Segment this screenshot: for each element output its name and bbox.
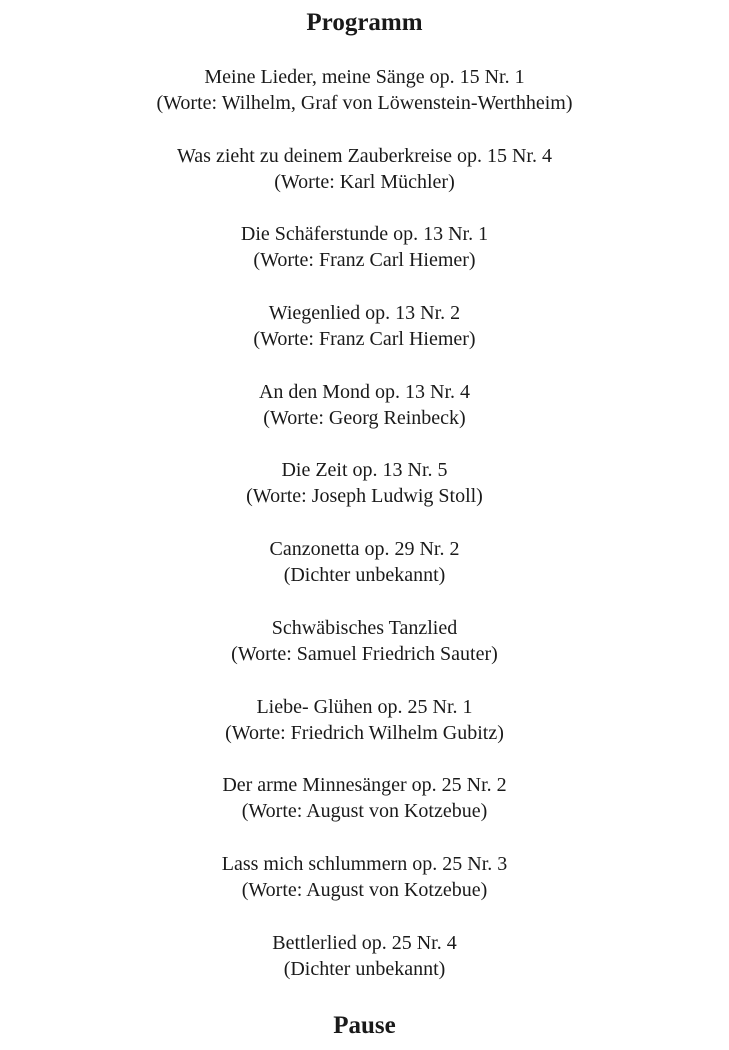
song-title: Was zieht zu deinem Zauberkreise op. 15 Nr. 4 [177, 144, 552, 167]
program-item [0, 143, 729, 222]
program-item [0, 694, 729, 773]
song-title: Canzonetta op. 29 Nr. 2 [269, 538, 460, 561]
song-credit: (Worte: Wilhelm, Graf von Löwenstein-Werthheim) [156, 92, 573, 114]
song-title: Liebe- Glühen op. 25 Nr. 1 [256, 695, 473, 718]
song-title: Wiegenlied op. 13 Nr. 2 [268, 302, 461, 325]
page-title: Programm [306, 9, 423, 36]
program-item [0, 930, 729, 1009]
song-credit: (Dichter unbekannt) [283, 957, 446, 980]
song-title: Lass mich schlummern op. 25 Nr. 3 [221, 852, 508, 875]
song-credit: (Dichter unbekannt) [283, 564, 446, 587]
song-credit: (Worte: Joseph Ludwig Stoll) [246, 485, 483, 508]
song-credit: (Worte: Franz Carl Hiemer) [253, 249, 476, 272]
pause-heading: Pause [333, 1012, 396, 1039]
song-credit: (Worte: August von Kotzebue) [241, 878, 488, 901]
program-item [0, 300, 729, 379]
program-item [0, 221, 729, 300]
song-title: Meine Lieder, meine Sänge op. 15 Nr. 1 [204, 66, 525, 88]
song-title: Die Zeit op. 13 Nr. 5 [281, 459, 448, 482]
song-credit: (Worte: Franz Carl Hiemer) [253, 328, 476, 351]
song-credit: (Worte: Friedrich Wilhelm Gubitz) [225, 721, 504, 744]
song-title: Die Schäferstunde op. 13 Nr. 1 [240, 223, 489, 246]
song-title: Der arme Minnesänger op. 25 Nr. 2 [222, 774, 507, 797]
program-item [0, 379, 729, 458]
program-item [0, 64, 729, 143]
program-item [0, 457, 729, 536]
program-item [0, 772, 729, 851]
song-credit: (Worte: Karl Müchler) [274, 170, 455, 193]
song-title: Bettlerlied op. 25 Nr. 4 [272, 931, 457, 954]
program-item [0, 615, 729, 694]
program-item [0, 536, 729, 615]
song-credit: (Worte: Georg Reinbeck) [263, 406, 466, 429]
song-title: Schwäbisches Tanzlied [271, 616, 458, 639]
program-list [0, 64, 729, 1008]
song-credit: (Worte: Samuel Friedrich Sauter) [231, 642, 498, 665]
song-credit: (Worte: August von Kotzebue) [241, 800, 488, 823]
song-title: An den Mond op. 13 Nr. 4 [258, 380, 471, 403]
program-item [0, 851, 729, 930]
